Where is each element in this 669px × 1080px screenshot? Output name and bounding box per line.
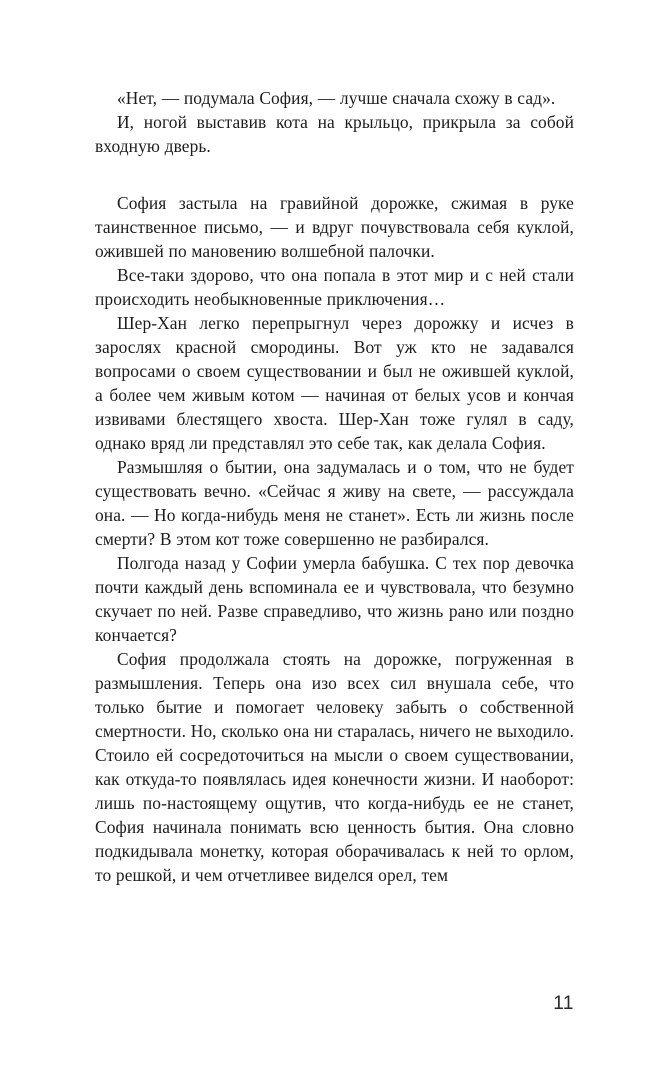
paragraph: София застыла на гравийной дорожке, сжимая в руке таинственное письмо, — и вдруг почувствовала себя куклой, ожившей по мановению волшебной палочки. xyxy=(95,193,574,261)
body-text-column xyxy=(95,86,574,887)
paragraph: «Нет, — подумала София, — лучше сначала схожу в сад». xyxy=(117,88,556,108)
page-number: 11 xyxy=(553,993,574,1014)
paragraph: Шер-Хан легко перепрыгнул через дорожку и исчез в зарослях красной смородины. Вот уж кто не задавался вопросами о своем существовании и был не ожившей куклой, а более чем живым котом — начиная от белых усов и кончая извивами блестящего хвоста. Шер-Хан тоже гулял в саду, однако вряд ли представлял это себе так, как делала София. xyxy=(95,313,574,453)
paragraph: Полгода назад у Софии умерла бабушка. С тех пор девочка почти каждый день вспоминала ее и чувствовала, что безумно скучает по ней. Разве справедливо, что жизнь рано или поздно кончается? xyxy=(95,553,574,645)
paragraph: И, ногой выставив кота на крыльцо, прикрыла за собой входную дверь. xyxy=(95,112,574,156)
paragraph: Размышляя о бытии, она задумалась и о том, что не будет существовать вечно. «Сейчас я живу на свете, — рассуждала она. — Но когда-нибудь меня не станет». Есть ли жизнь после смерти? В этом кот тоже совершенно не разбирался. xyxy=(95,457,574,549)
paragraph: Все-таки здорово, что она попала в этот мир и с ней стали происходить необыкновенные приключения… xyxy=(95,265,574,309)
paragraph: София продолжала стоять на дорожке, погруженная в размышления. Теперь она изо всех сил внушала себе, что только бытие и помогает человеку забыть о собственной смертности. Но, сколько она ни старалась, ничего не выходило. Стоило ей сосредоточиться на мысли о своем существовании, как откуда-то появлялась идея конечности жизни. И наоборот: лишь по-настоящему ощутив, что когда-нибудь ее не станет, София начинала понимать всю ценность бытия. Она словно подкидывала монетку, которая оборачивалась к ней то орлом, то решкой, и чем отчетливее виделся орел, тем xyxy=(95,649,574,885)
